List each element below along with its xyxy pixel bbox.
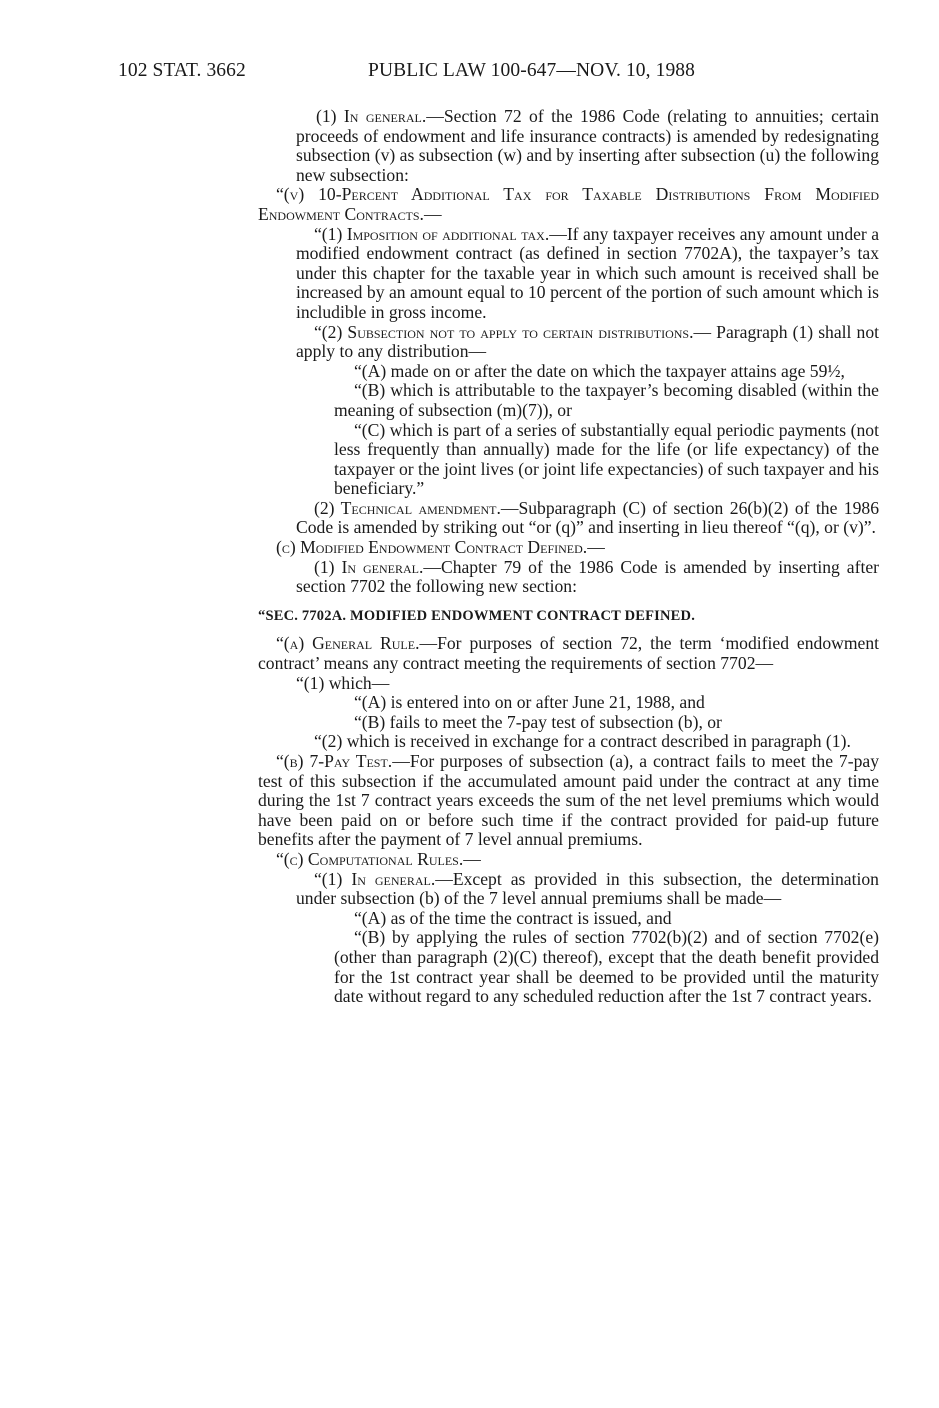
paragraph: “(A) is entered into on or after June 21, 1988, and (354, 692, 705, 713)
paragraph: “(A) made on or after the date on which the taxpayer attains age 59½, (354, 360, 845, 381)
paragraph: “(c) Computational Rules.— (276, 848, 481, 869)
paragraph: “(1) which— (296, 672, 390, 693)
paragraph: “(1) In general.—Except as provided in this subsection, the determination under subsection (b) of the 7 level annual premiums shall be made— (296, 868, 879, 909)
paragraph: (1) In general.—Chapter 79 of the 1986 Code is amended by inserting after section 7702 the following new section: (296, 556, 880, 597)
paragraph: “(a) General Rule.—For purposes of section 72, the term ‘modified endowment contract’ means any contract meeting the requirements of section 7702— (258, 633, 880, 674)
paragraph: “(b) 7-Pay Test.—For purposes of subsection (a), a contract fails to meet the 7-pay test of this subsection if the accumulated amount paid under the contract at any time during the 1st 7 contract years exceeds the sum of the net level premiums which would have been paid on or before such time if the contract provided for paid-up future benefits after the payment of 7 level annual premiums. (258, 751, 879, 850)
paragraph: “(1) Imposition of additional tax.—If any taxpayer receives any amount under a modified endowment contract (as defined in section 7702A), the taxpayer’s tax under this chapter for the taxable year in which such amount is received shall be increased by an amount equal to 10 percent of the portion of such amount which is includible in gross income. (296, 223, 880, 322)
paragraph: “(2) Subsection not to apply to certain distributions.— Paragraph (1) shall not apply to any distribution— (296, 321, 879, 362)
paragraph: “(2) which is received in exchange for a contract described in paragraph (1). (314, 731, 851, 752)
document-body (258, 107, 879, 1007)
paragraph: (2) Technical amendment.—Subparagraph (C) of section 26(b)(2) of the 1986 Code is amended by striking out “or (q)” and inserting in lieu thereof “(q), or (v)”. (296, 497, 879, 538)
paragraph: “(B) fails to meet the 7-pay test of subsection (b), or (354, 711, 722, 732)
paragraph: (1) In general.—Section 72 of the 1986 Code (relating to annuities; certain proceeds of endowment and life insurance contracts) is amended by redesignating subsection (v) as subsection (w) and by inserting after subsection (u) the following new subsection: (296, 106, 879, 185)
stat-citation: 102 STAT. 3662 (118, 60, 246, 81)
paragraph: “(B) which is attributable to the taxpayer’s becoming disabled (within the meaning of subsection (m)(7)), or (334, 380, 879, 420)
paragraph: “(A) as of the time the contract is issued, and (354, 907, 672, 928)
public-law-title: PUBLIC LAW 100-647—NOV. 10, 1988 (368, 60, 696, 81)
paragraph: “(C) which is part of a series of substantially equal periodic payments (not less frequently than annually) made for the life (or life expectancy) of the taxpayer or the joint lives (or joint life expectancies) of such taxpayer and his beneficiary.” (334, 419, 879, 499)
paragraph: “(B) by applying the rules of section 7702(b)(2) and of section 7702(e) (other than paragraph (2)(C) thereof), except that the death benefit provided for the 1st contract year shall be deemed to be provided until the maturity date without regard to any scheduled reduction after the 1st 7 contract years. (334, 927, 879, 1007)
paragraph: (c) Modified Endowment Contract Defined.— (276, 537, 605, 558)
paragraph: “(v) 10-Percent Additional Tax for Taxable Distributions From Modified Endowment Contracts.— (258, 184, 879, 224)
section-heading: “SEC. 7702A. MODIFIED ENDOWMENT CONTRACT DEFINED. (258, 607, 696, 624)
